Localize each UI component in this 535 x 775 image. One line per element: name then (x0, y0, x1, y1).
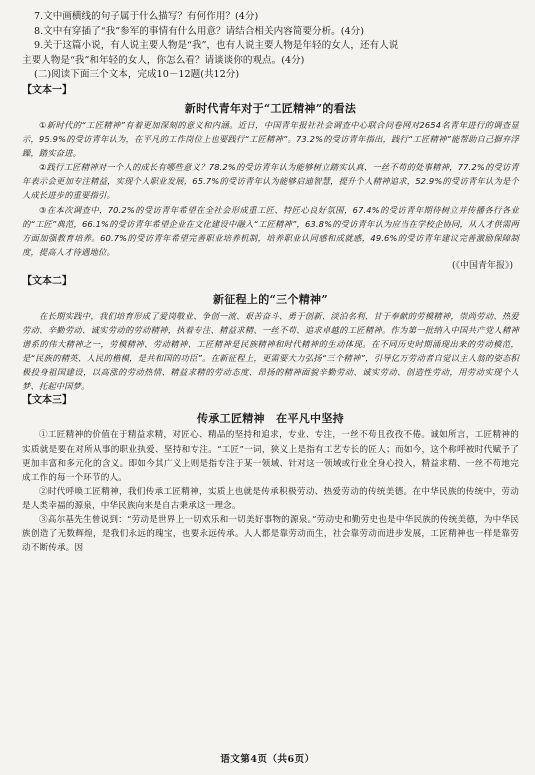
question-7: 7.文中画横线的句子属于什么描写？有何作用？(4分) (34, 11, 259, 22)
text-three-paragraph-2: ②时代呼唤工匠精神，我们传承工匠精神，实质上也就是传承积极劳动、热爱劳动的传统美德。在中华民族的传统中，劳动是人类幸福的源泉，中华民族向来是自古秉承这一理念。 (22, 486, 519, 511)
page-footer: 语文第4页（共6页） (220, 754, 315, 765)
question-9-line-1: 9.关于这篇小说，有人说主要人物是“我”，也有人说主要人物是年轻的女人，还有人说 (34, 40, 399, 52)
question-8: 8.文中有穿插了“我”参军的事情有什么用意？请结合相关内容简要分析。(4分) (34, 25, 364, 37)
text-two-label: 【文本二】 (22, 275, 72, 287)
question-9-line-2: 主要人物是“我”和年轻的女人，你怎么看？请谈谈你的观点。(4分) (22, 54, 305, 66)
text-one-paragraph-2: ②践行工匠精神对一个人的成长有哪些意义？78.2%的受访青年认为能够树立踏实认真、一丝不苟的处事精神，77.2%的受访青年表示会更加专注精益，实现个人职业发展，65.7%的受访青年认为能够启迪智慧，提升个人精神追求，52.9%的受访青年认为是个人成长进步的重要指引。 (22, 162, 519, 201)
text-two-title: 新征程上的“三个精神” (213, 292, 328, 306)
text-three-paragraph-1: ①工匠精神的价值在于精益求精，对匠心、精品的坚持和追求，专业、专注，一丝不苟且孜孜不倦。诚如所言，工匠精神的实质就是要在对所从事的职业执爱、坚持和专注。“工匠”一词，狭义上是指有工艺专长的匠人；而如今，这个称呼被时代赋予了更加丰富和多元化的含义。即如今其广义上则是指专注于某一领域、针对这一领域或行业全身心投入，精益求精、一丝不苟地完成工作的每一个环节的人。 (22, 430, 519, 483)
text-three-title: 传承工匠精神 在平凡中坚持 (197, 412, 344, 426)
text-one-source: (《中国青年报》) (451, 260, 513, 271)
text-three-label: 【文本三】 (22, 395, 72, 407)
section-heading: (二)阅读下面三个文本，完成10－12题(共12分) (34, 69, 240, 81)
text-two-paragraph: 在长期实践中，我们培育形成了爱岗敬业、争创一流、艰苦奋斗、勇于创新、淡泊名利、甘于奉献的劳模精神，崇尚劳动、热爱劳动、辛勤劳动、诚实劳动的劳动精神，执着专注、精益求精、一丝不苟、追求卓越的工匠精神。作为第一批纳入中国共产党人精神谱系的伟大精神之一，劳模精神、劳动精神、工匠精神是民族精神和时代精神的生动体现。在不同历史时期涌现出来的劳动模范，是“民族的精英、人民的楷模，是共和国的功臣”。在新征程上，更需要大力弘扬“三个精神”，引导亿万劳动者自觉以主人翁的姿态积极投身祖国建设，以高涨的劳动热情、精益求精的劳动态度、昂扬的精神面貌辛勤劳动、诚实劳动、创造性劳动，用劳动实现个人梦、托起中国梦。 (22, 310, 519, 392)
text-one-paragraph-3: ③在本次调查中，70.2%的受访青年希望在全社会形成重工匠、特匠心良好氛围，67.4%的受访青年期待树立并传播各行各业的“工匠”典范，66.1%的受访青年希望企业在文化建设中融入“工匠精神”，63.8%的受访青年认为应当在学校企协同，从人才供需两方面加强教育培养。60.7%的受访青年希望完善职业培养机制，培养职业认同感和成就感，49.6%的受访青年建议完善激励保障制度，提高人才待遇地位。 (22, 204, 519, 257)
text-three-paragraph-3: ③高尔基先生曾说到：“劳动是世界上一切欢乐和一切美好事物的源泉。”劳动史和勤劳史也是中华民族的传统美德，为中华民族创造了无数辉煌，是我们永远的瑰宝，也要永远传承。人人都是靠劳动而生，社会靠劳动而进步发展，工匠精神也一样是靠劳动不断传承。因 (22, 515, 519, 554)
text-one-title: 新时代青年对于“工匠精神”的看法 (184, 101, 357, 115)
text-one-label: 【文本一】 (22, 84, 72, 96)
text-one-paragraph-1: ①新时代的“工匠精神”有着更加深刻的意义和内涵。近日，中国青年报社社会调查中心联合问卷网对2654名青年进行的调查显示，95.9%的受访青年认为，在平凡的工作岗位上也要践行“工匠精神”。73.2%的受访青年指出，践行“工匠精神”能帮助自己摒弃浮躁，踏实奋进。 (22, 119, 519, 159)
